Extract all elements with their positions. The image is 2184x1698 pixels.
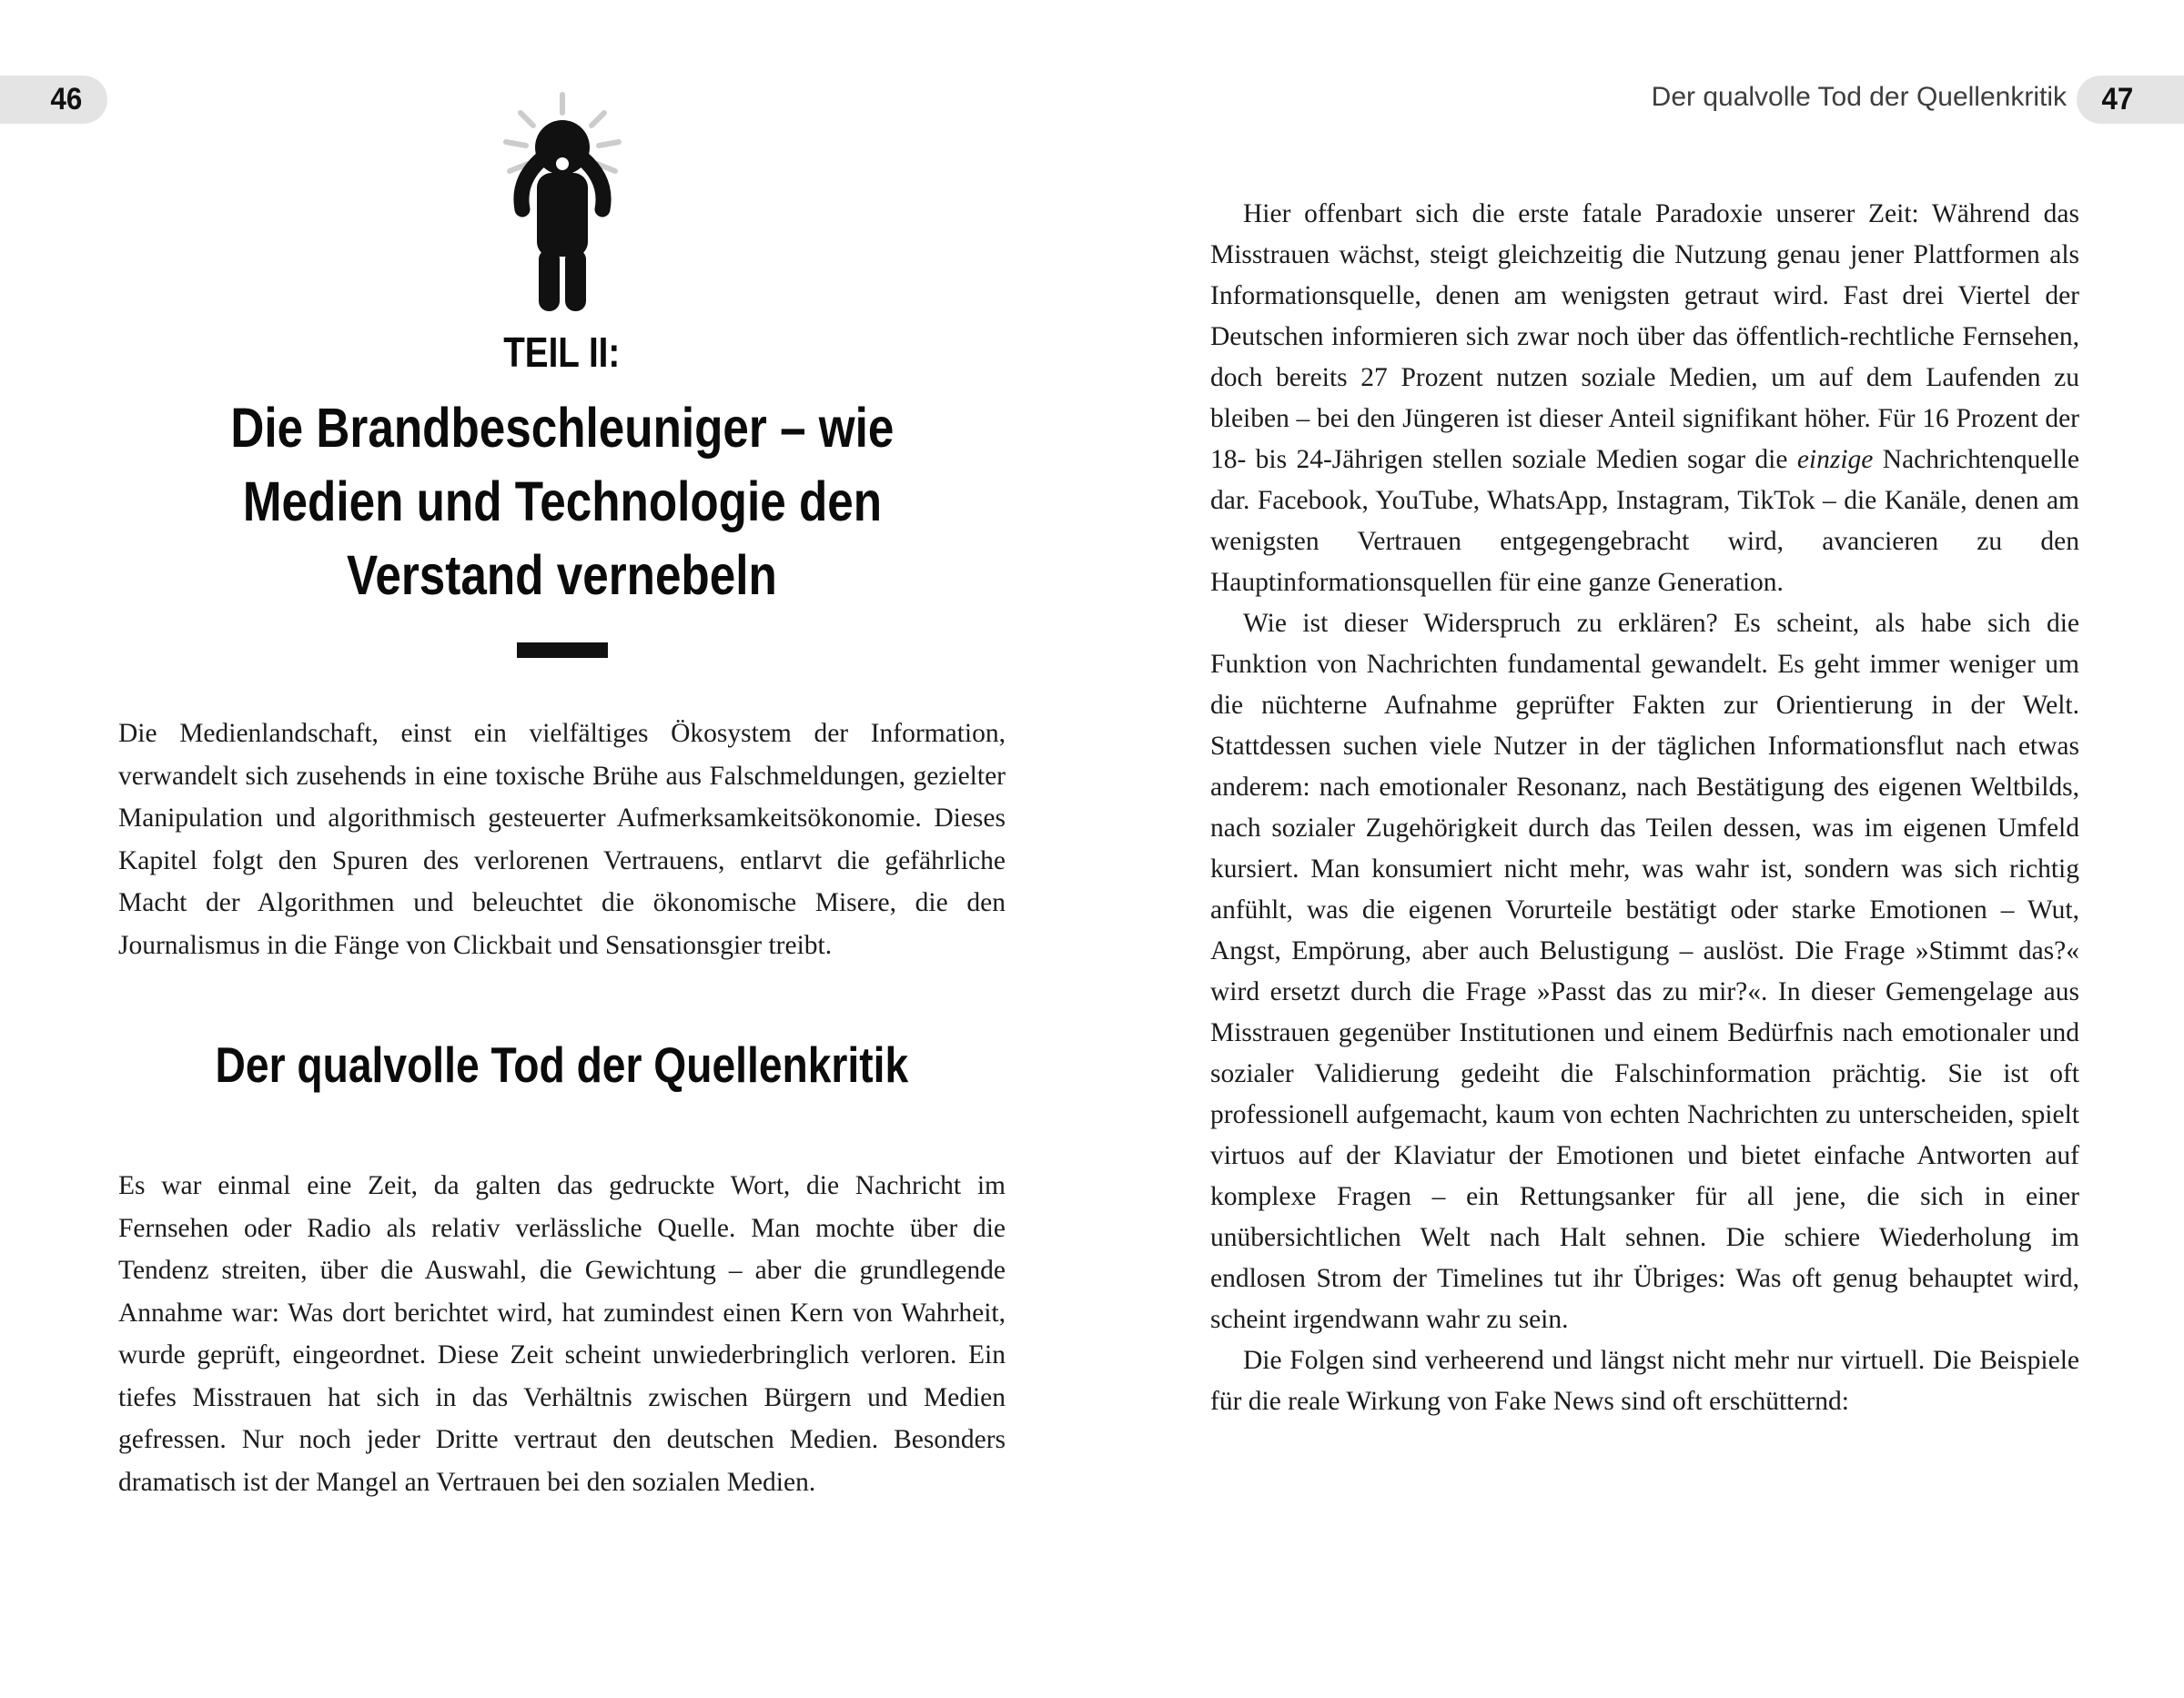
body-paragraph: Die Folgen sind verheerend und längst nicht mehr nur virtuell. Die Beispiele für die reale Wirkung von Fake News sind oft erschütternd: <box>1210 1346 2079 1416</box>
part-kicker: TEIL II: <box>503 328 621 376</box>
left-body-paragraph: Es war einmal eine Zeit, da galten das gedruckte Wort, die Nachricht im Fernsehen oder Radio als relativ verlässliche Quelle. Man mochte über die Tendenz streiten, über die Auswahl, die Gewichtung – aber die grundlegende Annahme war: Was dort berichtet wird, hat zumindest einen Kern von Wahrheit, wurde geprüft, eingeordnet. Diese Zeit scheint unwiederbringlich verloren. Ein tiefes Misstrauen hat sich in das Verhältnis zwischen Bürgern und Medien gefressen. Nur noch jeder Dritte vertraut den deutschen Medien. Besonders dramatisch ist der Mangel an Vertrauen bei den sozialen Medien. <box>118 1171 1006 1497</box>
body-paragraph: Wie ist dieser Widerspruch zu erklären? Es scheint, als habe sich die Funktion von Nachrichten fundamental gewandelt. Es geht immer weniger um die nüchterne Aufnahme geprüfter Fakten zur Orientierung in der Welt. Stattdessen suchen viele Nutzer in der täglichen Informationsflut nach etwas anderem: nach emotionaler Resonanz, nach Bestätigung des eigenen Weltbilds, nach sozialer Zugehörigkeit durch das Teilen dessen, was im eigenen Umfeld kursiert. Man konsumiert nicht mehr, was wahr ist, sondern was sich richtig anfühlt, was die eigenen Vorurteile bestätigt oder starke Emotionen – Wut, Angst, Empörung, aber auch Belustigung – auslöst. Die Frage »Stimmt das?« wird ersetzt durch die Frage »Passt das zu mir?«. In dieser Gemengelage aus Misstrauen gegenüber Institutionen und einem Bedürfnis nach emotionaler und sozialer Validierung gedeiht die Falschinformation prächtig. Sie ist oft professionell aufgemacht, kaum von echten Nachrichten zu unterscheiden, spielt virtuos auf der Klaviatur der Emotionen und bietet einfache Antworten auf komplexe Fragen – ein Rettungsanker für all jene, die sich in einer unübersichtlichen Welt nach Halt sehnen. Die schiere Wiederholung im endlosen Strom der Timelines tut ihr Übriges: Was oft genug behauptet wird, scheint irgendwann wahr zu sein. <box>1210 609 2079 1334</box>
section-heading: Der qualvolle Tod der Quellenkritik <box>215 1036 909 1093</box>
part-title-line: Die Brandbeschleuniger – wie <box>230 397 894 459</box>
chapter-intro-paragraph: Die Medienlandschaft, einst ein vielfältiges Ökosystem der Information, verwandelt sich zusehends in eine toxische Brühe aus Falschmeldungen, gezielter Manipulation und algorithmisch gesteuerter Aufmerksamkeitsökonomie. Dieses Kapitel folgt den Spuren des verlorenen Vertrauens, entlarvt die gefährliche Macht der Algorithmen und beleuchtet die ökonomische Misere, die den Journalismus in die Fänge von Clickbait und Sensationsgier treibt. <box>118 719 1006 960</box>
running-header: Der qualvolle Tod der Quellenkritik <box>1651 82 2067 112</box>
part-title-line: Medien und Technologie den <box>242 470 882 532</box>
overwhelmed-person-icon <box>118 89 1006 317</box>
part-title-line: Verstand vernebeln <box>347 544 777 606</box>
part-title <box>118 391 1006 612</box>
page-number-left: 46 <box>50 82 83 116</box>
title-divider-rule <box>517 642 608 658</box>
right-body-text <box>1210 194 2079 1422</box>
page-number-tab-left <box>0 76 107 124</box>
emphasized-word: einzige <box>1796 445 1874 474</box>
right-page <box>1210 0 2079 1698</box>
body-paragraph: Hier offenbart sich die erste fatale Paradoxie unserer Zeit: Während das Misstrauen wächst, steigt gleichzeitig die Nutzung genau jener Plattformen als Informationsquelle, denen am wenigsten getraut wird. Fast drei Viertel der Deutschen informieren sich zwar noch über das öffentlich-rechtliche Fernsehen, doch bereits 27 Prozent nutzen soziale Medien, um auf dem Laufenden zu bleiben – bei den Jüngeren ist dieser Anteil signifikant höher. Für 16 Prozent der 18- bis 24-Jährigen stellen soziale Medien sogar die einzige Nachrichtenquelle dar. Facebook, YouTube, WhatsApp, Instagram, TikTok – die Kanäle, denen am wenigsten Vertrauen entgegengebracht wird, avancieren zu den Hauptinformationsquellen für eine ganze Generation. <box>1210 199 2079 597</box>
left-page <box>118 0 1006 1698</box>
page-number-tab-right <box>2077 76 2184 124</box>
page-number-right: 47 <box>2101 82 2134 116</box>
